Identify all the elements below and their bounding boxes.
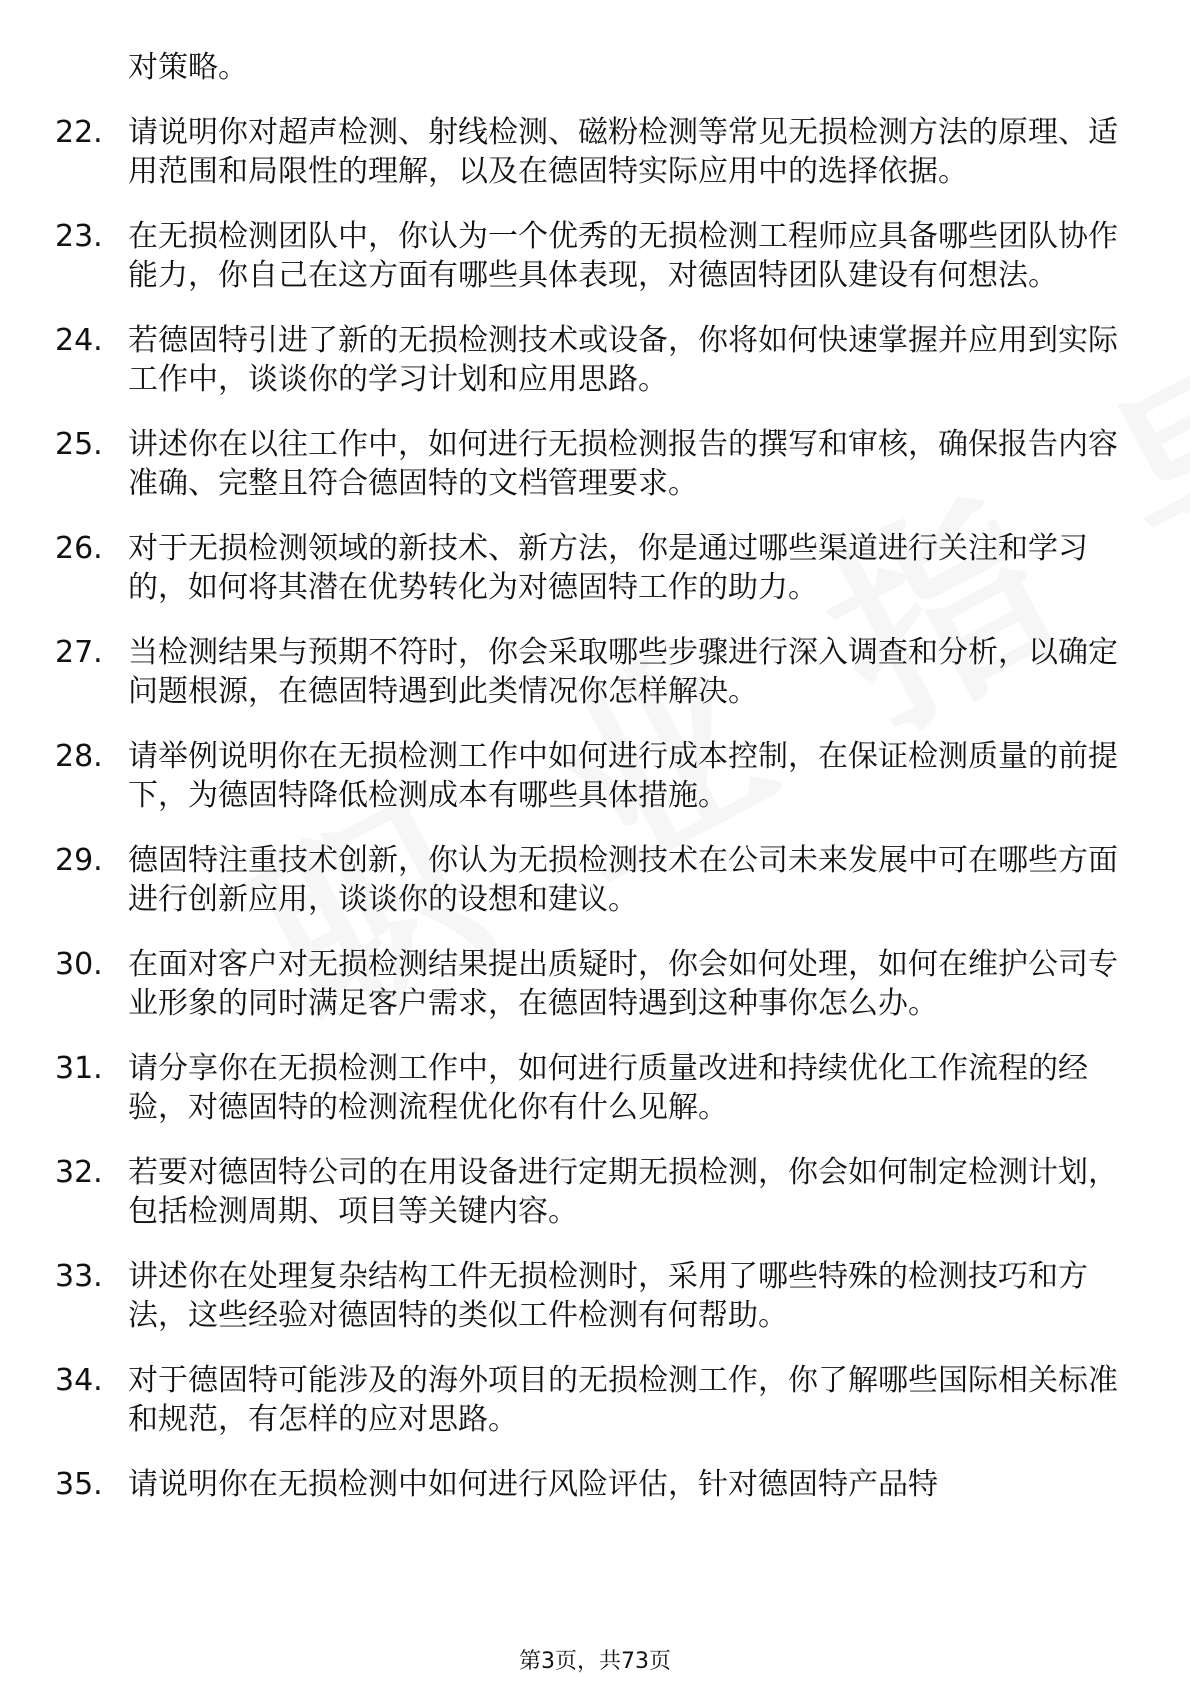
list-item xyxy=(55,841,1135,919)
item-number: 27. xyxy=(55,635,103,670)
page-footer: 第3页，共73页 xyxy=(519,1649,671,1674)
list-item xyxy=(55,425,1135,503)
item-text: 请说明你对超声检测、射线检测、磁粉检测等常见无损检测方法的原理、适用范围和局限性的理解，以及在德固特实际应用中的选择依据。 xyxy=(128,115,1118,189)
item-text: 请举例说明你在无损检测工作中如何进行成本控制，在保证检测质量的前提下，为德固特降低检测成本有哪些具体措施。 xyxy=(128,739,1118,813)
list-item xyxy=(55,1257,1135,1335)
list-item xyxy=(55,737,1135,815)
item-text: 若要对德固特公司的在用设备进行定期无损检测，你会如何制定检测计划，包括检测周期、项目等关键内容。 xyxy=(128,1155,1118,1229)
item-number: 22. xyxy=(55,115,103,150)
item-number: 34. xyxy=(55,1363,103,1398)
item-text: 当检测结果与预期不符时，你会采取哪些步骤进行深入调查和分析，以确定问题根源，在德固特遇到此类情况你怎样解决。 xyxy=(128,635,1118,709)
item-number: 33. xyxy=(55,1259,103,1294)
list-item xyxy=(55,529,1135,607)
item-number: 30. xyxy=(55,947,103,982)
item-number: 28. xyxy=(55,739,103,774)
item-number: 26. xyxy=(55,531,103,566)
item-number: 29. xyxy=(55,843,103,878)
item-text: 对于无损检测领域的新技术、新方法，你是通过哪些渠道进行关注和学习的，如何将其潜在优势转化为对德固特工作的助力。 xyxy=(128,531,1088,605)
list-item xyxy=(55,1153,1135,1231)
item-text: 若德固特引进了新的无损检测技术或设备，你将如何快速掌握并应用到实际工作中，谈谈你的学习计划和应用思路。 xyxy=(128,323,1118,397)
item-number: 35. xyxy=(55,1467,103,1502)
item-text: 在无损检测团队中，你认为一个优秀的无损检测工程师应具备哪些团队协作能力，你自己在这方面有哪些具体表现，对德固特团队建设有何想法。 xyxy=(128,219,1118,293)
item-text: 德固特注重技术创新，你认为无损检测技术在公司未来发展中可在哪些方面进行创新应用，谈谈你的设想和建议。 xyxy=(128,843,1118,917)
item-text: 讲述你在以往工作中，如何进行无损检测报告的撰写和审核，确保报告内容准确、完整且符合德固特的文档管理要求。 xyxy=(128,427,1118,501)
list-item xyxy=(55,321,1135,399)
list-item xyxy=(55,113,1135,191)
list-item xyxy=(55,945,1135,1023)
list-item xyxy=(55,217,1135,295)
item-number: 24. xyxy=(55,323,103,358)
list-item xyxy=(55,1465,1135,1504)
item-text: 在面对客户对无损检测结果提出质疑时，你会如何处理，如何在维护公司专业形象的同时满足客户需求，在德固特遇到这种事你怎么办。 xyxy=(128,947,1118,1021)
list-item xyxy=(55,633,1135,711)
item-text: 讲述你在处理复杂结构工件无损检测时，采用了哪些特殊的检测技巧和方法，这些经验对德固特的类似工件检测有何帮助。 xyxy=(128,1259,1088,1333)
list-item xyxy=(55,1361,1135,1439)
item-number: 32. xyxy=(55,1155,103,1190)
item-number: 31. xyxy=(55,1051,103,1086)
item-number: 23. xyxy=(55,219,103,254)
item-text: 对于德固特可能涉及的海外项目的无损检测工作，你了解哪些国际相关标准和规范，有怎样的应对思路。 xyxy=(128,1363,1118,1437)
question-list xyxy=(55,48,1135,1530)
item-text: 请说明你在无损检测中如何进行风险评估，针对德固特产品特 xyxy=(128,1467,938,1502)
item-number: 25. xyxy=(55,427,103,462)
list-item xyxy=(55,1049,1135,1127)
continuation-text: 对策略。 xyxy=(128,50,248,85)
item-text: 请分享你在无损检测工作中，如何进行质量改进和持续优化工作流程的经验，对德固特的检测流程优化你有什么见解。 xyxy=(128,1051,1088,1125)
